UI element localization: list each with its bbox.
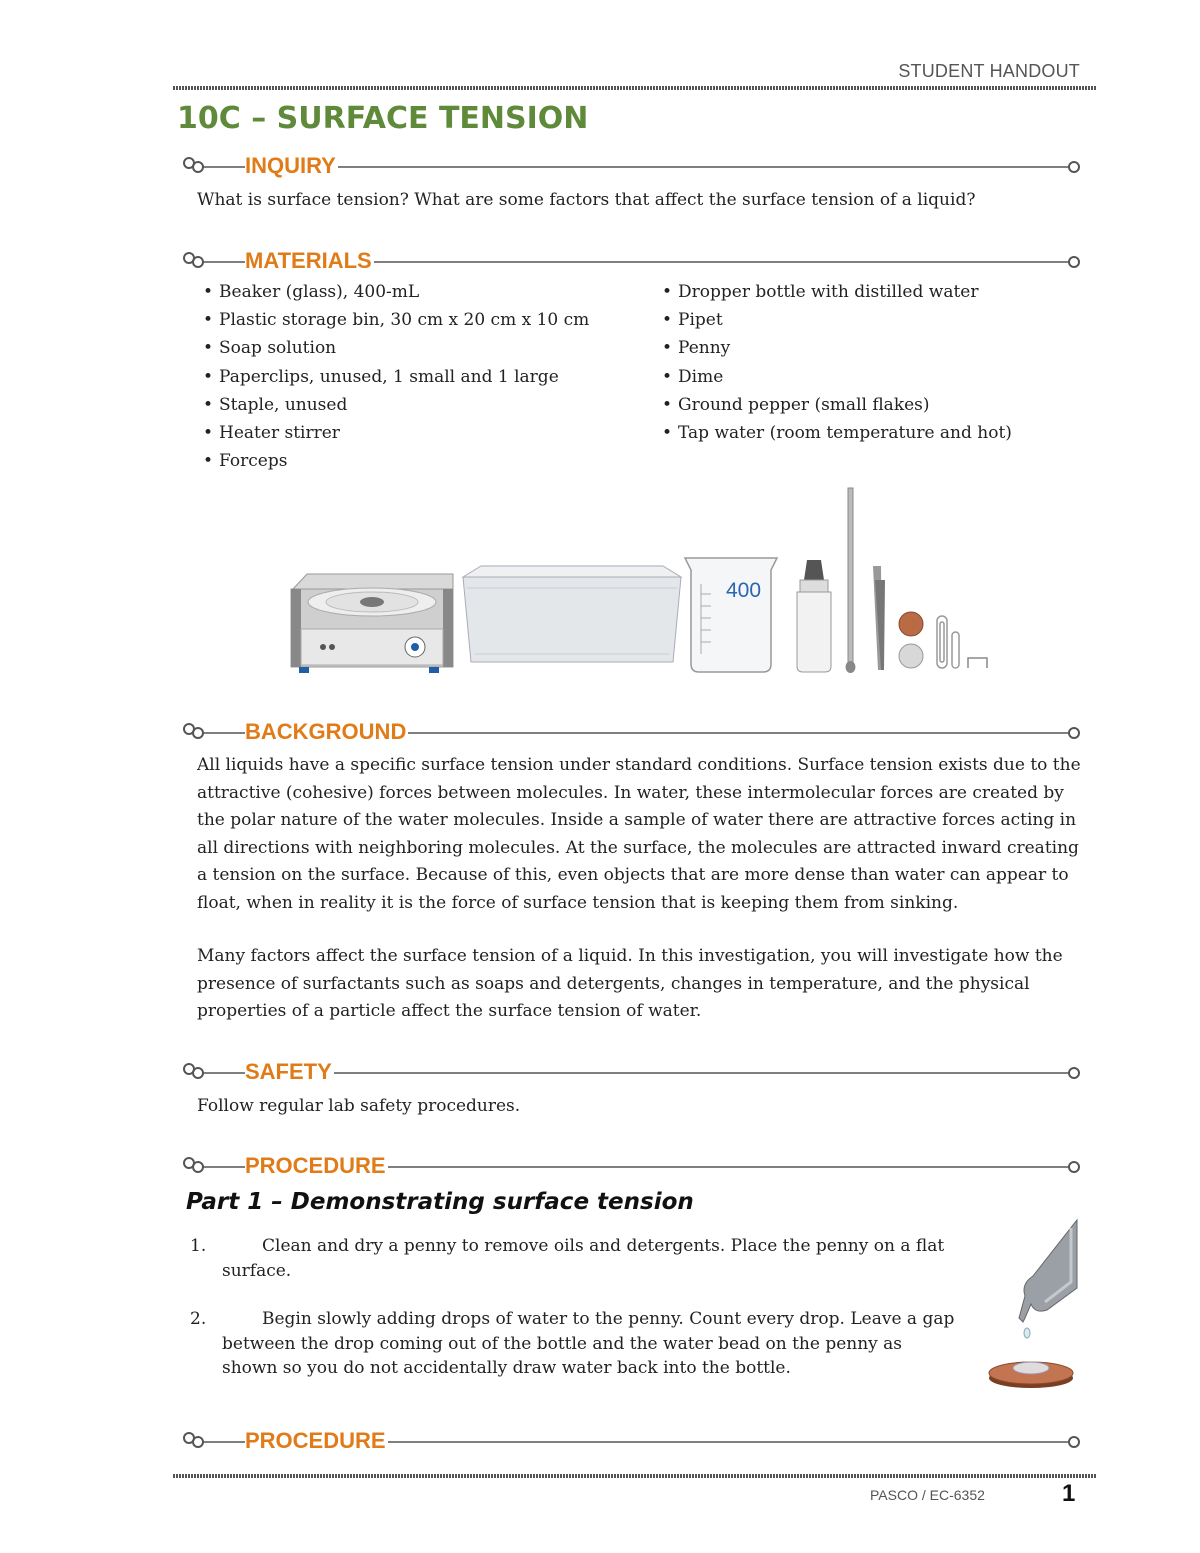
section-materials: [182, 250, 1082, 274]
handout-label: STUDENT HANDOUT: [898, 61, 1080, 81]
pipet-icon: [846, 488, 856, 673]
dropper-penny-illustration: [985, 1218, 1080, 1398]
list-item: • Forceps: [203, 447, 589, 475]
section-background: [182, 721, 1082, 745]
storage-bin-icon: [463, 566, 681, 662]
section-heading: SAFETY: [245, 1059, 332, 1084]
list-item: • Staple, unused: [203, 391, 589, 419]
background-paragraph-1: All liquids have a specific surface tension under standard conditions. Surface tension exists due to the attractive (cohesive) forces between molecules. In water, these intermolecular forces are created by the polar nature of the water molecules. Inside a sample of water there are attractive forces acting in all directions with neighboring molecules. At the surface, the molecules are attracted inward creating a tension on the surface. Because of this, even objects that are more dense than water can appear to float, when in reality it is the force of surface tension that is keeping them from sinking.: [197, 755, 1081, 913]
top-rule: [173, 86, 1096, 90]
section-heading: PROCEDURE: [245, 1428, 386, 1453]
footer-product-code: EC-6352: [929, 1487, 985, 1503]
background-paragraph-2: Many factors affect the surface tension of a liquid. In this investigation, you will investigate how the presence of surfactants such as soaps and detergents, changes in temperature, and the physical properties of a particle affect the surface tension of water.: [197, 946, 1063, 1021]
section-inquiry: [182, 155, 1082, 179]
hot-plate-icon: [291, 574, 453, 673]
bottom-rule: [173, 1474, 1096, 1478]
section-procedure: [182, 1155, 1082, 1179]
list-item: • Dropper bottle with distilled water: [662, 278, 1012, 306]
list-item: • Heater stirrer: [203, 419, 589, 447]
dime-icon: [899, 644, 923, 668]
section-heading: PROCEDURE: [245, 1153, 386, 1178]
materials-illustration: [285, 484, 995, 679]
materials-list-left: [203, 278, 589, 475]
list-item: • Tap water (room temperature and hot): [662, 419, 1012, 447]
section-safety: [182, 1061, 1082, 1085]
footer-brand: PASCO: [870, 1487, 918, 1503]
safety-text: Follow regular lab safety procedures.: [197, 1096, 521, 1116]
list-item: • Plastic storage bin, 30 cm x 20 cm x 10 cm: [203, 306, 589, 334]
list-item: • Penny: [662, 334, 1012, 362]
list-item: • Dime: [662, 363, 1012, 391]
list-item: • Paperclips, unused, 1 small and 1 large: [203, 363, 589, 391]
step-number: 2.: [190, 1309, 207, 1329]
section-heading: MATERIALS: [245, 248, 372, 273]
step-text: Clean and dry a penny to remove oils and detergents. Place the penny on a flat surface.: [222, 1236, 945, 1281]
list-item: • Soap solution: [203, 334, 589, 362]
procedure-step-2: [190, 1307, 960, 1381]
section-heading: INQUIRY: [245, 153, 336, 178]
materials-list-right: [662, 278, 1012, 447]
list-item: • Pipet: [662, 306, 1012, 334]
footer-separator: /: [921, 1487, 926, 1503]
list-item: • Ground pepper (small flakes): [662, 391, 1012, 419]
beaker-label: 400: [726, 579, 762, 602]
beaker-icon: [685, 558, 777, 672]
inquiry-text: What is surface tension? What are some factors that affect the surface tension of a liquid?: [197, 190, 976, 210]
section-procedure-continued: [182, 1430, 1082, 1454]
forceps-icon: [873, 566, 885, 670]
part-1-title: Part 1 – Demonstrating surface tension: [186, 1189, 694, 1215]
page-title: 10C – SURFACE TENSION: [177, 101, 589, 136]
paperclip-icon: [937, 616, 959, 668]
page-number: 1: [1062, 1480, 1076, 1507]
step-number: 1.: [190, 1236, 207, 1256]
staple-icon: [968, 658, 987, 668]
list-item: • Beaker (glass), 400-mL: [203, 278, 589, 306]
step-text: Begin slowly adding drops of water to the penny. Count every drop. Leave a gap between the drop coming out of the bottle and the water bead on the penny as shown so you do not accidentally draw water back into the bottle.: [222, 1309, 955, 1378]
dropper-bottle-icon: [797, 560, 831, 672]
penny-icon: [899, 612, 923, 636]
procedure-step-1: [190, 1234, 950, 1283]
section-heading: BACKGROUND: [245, 719, 407, 744]
footer-code: [870, 1487, 985, 1503]
